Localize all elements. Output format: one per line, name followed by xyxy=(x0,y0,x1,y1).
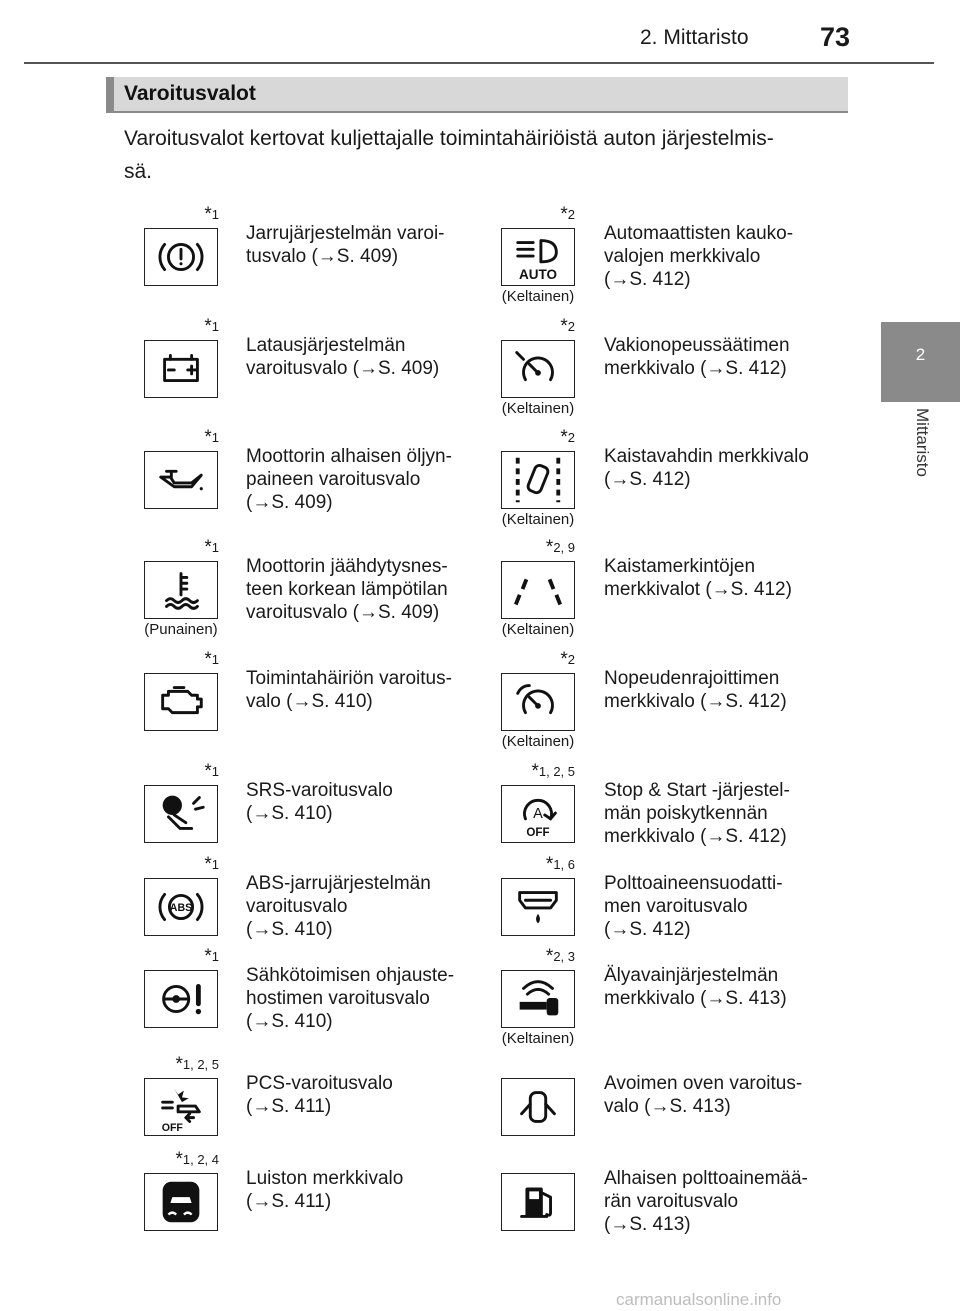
warning-light-door-open-icon xyxy=(501,1078,575,1136)
footnote-marker xyxy=(455,761,575,783)
asterisk: * xyxy=(204,316,212,337)
svg-text:A: A xyxy=(533,805,543,822)
airbag-srs-icon xyxy=(145,786,217,842)
warning-light-smart-key-icon xyxy=(501,970,575,1028)
footnote-numbers: 2 xyxy=(567,207,575,222)
asterisk: * xyxy=(560,316,568,337)
warning-light-description: Älyavainjärjestelmän merkkivalo (→S. 413) xyxy=(604,965,787,1009)
footnote-numbers: 2 xyxy=(567,652,575,667)
footnote-numbers: 1 xyxy=(211,949,219,964)
footnote-numbers: 2 xyxy=(567,319,575,334)
warning-light-speed-limiter-icon xyxy=(501,673,575,731)
indicator-color-note: (Keltainen) xyxy=(501,1030,575,1047)
warning-light-description: Kaistavahdin merkkivalo (→S. 412) xyxy=(604,446,809,490)
svg-text:AUTO: AUTO xyxy=(518,267,558,283)
asterisk: * xyxy=(545,854,554,875)
warning-light-slip-indicator-icon xyxy=(144,1173,218,1231)
section-accent xyxy=(106,77,114,111)
footnote-marker xyxy=(99,427,219,449)
warning-light-description: PCS-varoitusvalo (→S. 411) xyxy=(246,1073,393,1117)
asterisk: * xyxy=(175,1149,183,1170)
warning-light-coolant-temperature-icon xyxy=(144,561,218,619)
footnote-numbers: 1 xyxy=(211,652,219,667)
footnote-marker xyxy=(99,761,219,783)
auto-high-beam-icon xyxy=(502,229,574,285)
indicator-color-note: (Keltainen) xyxy=(501,621,575,638)
warning-light-fuel-filter-icon xyxy=(501,878,575,936)
footnote-numbers: 2, 3 xyxy=(553,949,575,964)
header-section-title: 2. Mittaristo xyxy=(640,26,749,49)
section-title: Varoitusvalot xyxy=(124,82,256,105)
footnote-marker xyxy=(99,1149,219,1171)
svg-text:ABS: ABS xyxy=(169,901,193,914)
smart-key-icon xyxy=(502,971,574,1027)
warning-light-description: Alhaisen polttoainemää- rän varoitusvalo (→S. 413) xyxy=(604,1168,808,1235)
footnote-marker xyxy=(455,316,575,338)
warning-light-lane-keeping-icon xyxy=(501,451,575,509)
asterisk: * xyxy=(560,204,568,225)
footnote-marker xyxy=(99,537,219,559)
intro-paragraph: Varoitusvalot kertovat kuljettajalle toimintahäiriöistä auton järjestelmis- sä. xyxy=(124,127,774,183)
warning-light-description: Vakionopeussäätimen merkkivalo (→S. 412) xyxy=(604,335,790,379)
fuel-filter-icon xyxy=(502,879,574,935)
warning-light-description: Polttoaineensuodatti- men varoitusvalo (→S. 412) xyxy=(604,873,783,940)
warning-light-description: Latausjärjestelmän varoitusvalo (→S. 409) xyxy=(246,335,440,379)
footnote-marker xyxy=(99,946,219,968)
pcs-off-icon xyxy=(145,1079,217,1135)
svg-text:OFF: OFF xyxy=(161,1122,183,1135)
warning-light-description: Nopeudenrajoittimen merkkivalo (→S. 412) xyxy=(604,668,787,712)
warning-light-power-steering-icon xyxy=(144,970,218,1028)
indicator-color-note: (Keltainen) xyxy=(501,511,575,528)
footnote-marker xyxy=(455,854,575,876)
cruise-control-icon xyxy=(502,341,574,397)
chapter-tab[interactable]: 2 xyxy=(881,322,960,402)
footnote-numbers: 1 xyxy=(211,207,219,222)
footnote-numbers: 1, 2, 4 xyxy=(182,1152,219,1167)
footnote-marker xyxy=(455,427,575,449)
page-number: 73 xyxy=(820,22,851,52)
asterisk: * xyxy=(204,854,212,875)
footnote-marker xyxy=(455,649,575,671)
asterisk: * xyxy=(204,761,212,782)
warning-light-airbag-srs-icon xyxy=(144,785,218,843)
footnote-numbers: 1 xyxy=(211,319,219,334)
warning-light-battery-charging-icon xyxy=(144,340,218,398)
warning-light-check-engine-icon xyxy=(144,673,218,731)
warning-light-oil-pressure-icon xyxy=(144,451,218,509)
footnote-marker xyxy=(99,316,219,338)
slip-indicator-icon xyxy=(145,1174,217,1230)
door-open-icon xyxy=(502,1079,574,1135)
footnote-numbers: 1 xyxy=(211,540,219,555)
svg-text:OFF: OFF xyxy=(526,827,550,840)
header-divider xyxy=(24,62,934,64)
footnote-numbers: 1, 6 xyxy=(553,857,575,872)
lane-markers-icon xyxy=(502,562,574,618)
warning-light-description: Moottorin jäähdytysnes- teen korkean lämpötilan varoitusvalo (→S. 409) xyxy=(246,556,448,623)
footnote-marker xyxy=(99,204,219,226)
abs-warning-icon xyxy=(145,879,217,935)
asterisk: * xyxy=(545,946,554,967)
footnote-numbers: 1, 2, 5 xyxy=(538,764,575,779)
footnote-marker xyxy=(99,649,219,671)
warning-light-description: SRS-varoitusvalo (→S. 410) xyxy=(246,780,393,824)
lane-keeping-icon xyxy=(502,452,574,508)
warning-light-description: Stop & Start -järjestel- män poiskytkennän merkkivalo (→S. 412) xyxy=(604,780,790,847)
coolant-temperature-icon xyxy=(145,562,217,618)
footnote-marker xyxy=(455,537,575,559)
footnote-numbers: 2 xyxy=(567,430,575,445)
watermark: carmanualsonline.info xyxy=(616,1290,782,1309)
power-steering-icon xyxy=(145,971,217,1027)
footnote-marker xyxy=(455,946,575,968)
footnote-numbers: 1 xyxy=(211,764,219,779)
footnote-numbers: 1, 2, 5 xyxy=(182,1057,219,1072)
indicator-color-note: (Punainen) xyxy=(144,621,218,638)
brake-warning-icon xyxy=(145,229,217,285)
asterisk: * xyxy=(204,946,212,967)
asterisk: * xyxy=(545,537,554,558)
footnote-numbers: 1 xyxy=(211,857,219,872)
warning-light-description: Luiston merkkivalo (→S. 411) xyxy=(246,1168,404,1212)
warning-light-description: Avoimen oven varoitus- valo (→S. 413) xyxy=(604,1073,803,1117)
warning-light-description: Sähkötoimisen ohjauste- hostimen varoitusvalo (→S. 410) xyxy=(246,965,455,1032)
indicator-color-note: (Keltainen) xyxy=(501,288,575,305)
warning-light-abs-warning-icon xyxy=(144,878,218,936)
warning-light-auto-high-beam-icon xyxy=(501,228,575,286)
chapter-tab-label: Mittaristo xyxy=(913,408,932,477)
indicator-color-note: (Keltainen) xyxy=(501,400,575,417)
asterisk: * xyxy=(204,204,212,225)
indicator-color-note: (Keltainen) xyxy=(501,733,575,750)
asterisk: * xyxy=(175,1054,183,1075)
warning-light-cruise-control-icon xyxy=(501,340,575,398)
warning-light-description: Toimintahäiriön varoitus- valo (→S. 410) xyxy=(246,668,452,712)
footnote-marker xyxy=(455,204,575,226)
oil-pressure-icon xyxy=(145,452,217,508)
footnote-marker xyxy=(99,854,219,876)
check-engine-icon xyxy=(145,674,217,730)
asterisk: * xyxy=(204,649,212,670)
footnote-numbers: 1 xyxy=(211,430,219,445)
stop-start-off-icon xyxy=(502,786,574,842)
speed-limiter-icon xyxy=(502,674,574,730)
asterisk: * xyxy=(560,649,568,670)
asterisk: * xyxy=(560,427,568,448)
warning-light-lane-markers-icon xyxy=(501,561,575,619)
asterisk: * xyxy=(204,537,212,558)
warning-light-description: Kaistamerkintöjen merkkivalot (→S. 412) xyxy=(604,556,792,600)
warning-light-brake-warning-icon xyxy=(144,228,218,286)
battery-charging-icon xyxy=(145,341,217,397)
warning-light-description: Moottorin alhaisen öljyn- paineen varoitusvalo (→S. 409) xyxy=(246,446,452,513)
warning-light-description: Automaattisten kauko- valojen merkkivalo (→S. 412) xyxy=(604,223,794,290)
footnote-numbers: 2, 9 xyxy=(553,540,575,555)
warning-light-description: ABS-jarrujärjestelmän varoitusvalo (→S. 410) xyxy=(246,873,431,940)
asterisk: * xyxy=(204,427,212,448)
low-fuel-icon xyxy=(502,1174,574,1230)
footnote-marker xyxy=(99,1054,219,1076)
section-heading-bar xyxy=(106,77,848,113)
warning-light-stop-start-off-icon xyxy=(501,785,575,843)
warning-light-pcs-off-icon xyxy=(144,1078,218,1136)
asterisk: * xyxy=(531,761,539,782)
warning-light-description: Jarrujärjestelmän varoi- tusvalo (→S. 409) xyxy=(246,223,445,267)
warning-light-low-fuel-icon xyxy=(501,1173,575,1231)
